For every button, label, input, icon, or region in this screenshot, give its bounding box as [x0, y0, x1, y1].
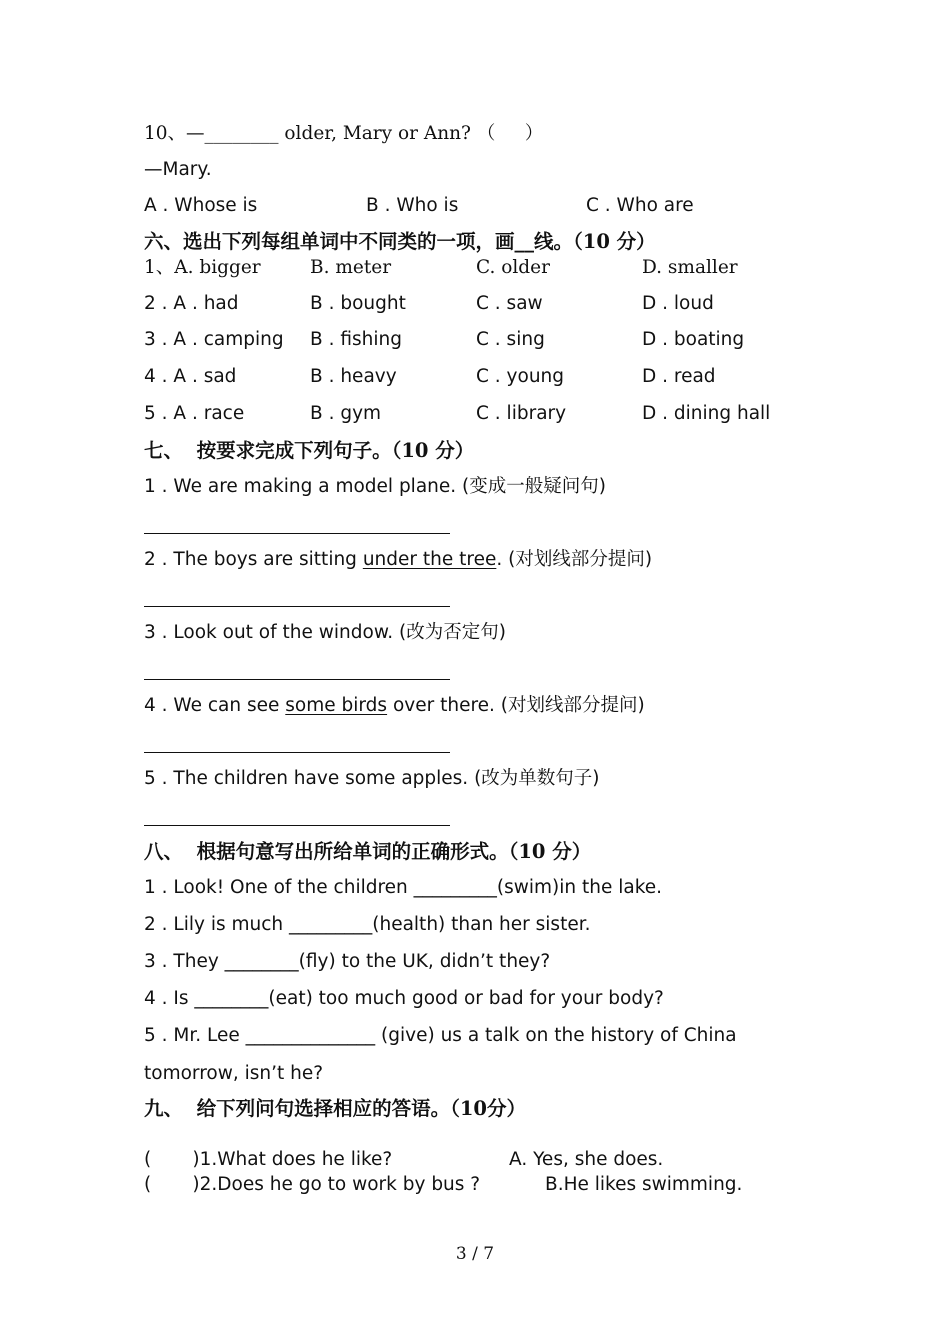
sec6-row4-c: C . young: [476, 366, 565, 387]
sec7-item-4-instruction: over there. (对划线部分提问): [387, 695, 645, 716]
sec8-item-4: 4 . Is ________(eat) too much good or bad for your body?: [144, 988, 664, 1009]
sec7-item-3: [144, 624, 506, 643]
q10-option-c: C . Who are: [586, 195, 694, 216]
section-9-title: 九、 给下列问句选择相应的答语。（10分）: [144, 1097, 526, 1120]
answer-line-3: [144, 679, 450, 680]
section-7-title: 七、 按要求完成下列句子。（10 分）: [144, 439, 475, 462]
sec7-item-5: [144, 770, 600, 789]
sec6-row1-b: B. meter: [310, 257, 392, 278]
q10-answer: —Mary.: [144, 159, 212, 180]
answer-line-2: [144, 606, 450, 607]
sec6-row2-a: 2 . A . had: [144, 293, 239, 314]
answer-line-1: [144, 533, 450, 534]
sec7-item-5-text: 5 . The children have some apples. (改为单数句子): [144, 768, 600, 789]
q10-option-b: B . Who is: [366, 195, 459, 216]
sec7-item-4-text: 4 . We can see: [144, 695, 286, 716]
sec8-item-3: 3 . They ________(fly) to the UK, didn’t they?: [144, 951, 551, 972]
sec6-row1-a: 1、A. bigger: [144, 257, 261, 278]
sec6-row3-c: C . sing: [476, 329, 545, 350]
sec6-row2-b: B . bought: [310, 293, 406, 314]
sec9-question-1: ( )1.What does he like?: [144, 1149, 393, 1170]
sec7-item-2-instruction: . (对划线部分提问): [496, 549, 653, 570]
q10-option-a: A . Whose is: [144, 195, 258, 216]
sec6-row3-d: D . boating: [642, 329, 745, 350]
sec7-item-4: [144, 697, 645, 716]
sec7-item-1: [144, 478, 606, 497]
sec6-row5-a: 5 . A . race: [144, 403, 245, 424]
sec9-answer-b: B.He likes swimming.: [545, 1174, 743, 1195]
sec8-item-1: 1 . Look! One of the children _________(swim)in the lake.: [144, 877, 663, 898]
sec7-item-2-underlined: under the tree: [362, 549, 497, 570]
sec6-row2-d: D . loud: [642, 293, 714, 314]
q10-stem: 10、—________ older, Mary or Ann? （ ）: [144, 123, 544, 144]
sec7-item-3-text: 3 . Look out of the window. (改为否定句): [144, 622, 506, 643]
sec8-item-2: 2 . Lily is much _________(health) than her sister.: [144, 914, 591, 935]
sec9-answer-a: A. Yes, she does.: [509, 1149, 664, 1170]
section-6-title: 六、选出下列每组单词中不同类的一项，画__线。（10 分）: [144, 230, 656, 253]
sec7-item-2: [144, 551, 652, 570]
answer-line-4: [144, 752, 450, 753]
sec6-row5-b: B . gym: [310, 403, 382, 424]
sec6-row4-a: 4 . A . sad: [144, 366, 237, 387]
sec6-row4-b: B . heavy: [310, 366, 397, 387]
sec6-row1-c: C. older: [476, 257, 550, 278]
sec7-item-2-text: 2 . The boys are sitting: [144, 549, 363, 570]
sec6-row1-d: D. smaller: [642, 257, 738, 278]
sec8-item-5-continued: tomorrow, isn’t he?: [144, 1063, 324, 1084]
sec8-item-5: 5 . Mr. Lee ______________ (give) us a talk on the history of China: [144, 1025, 737, 1046]
sec6-row3-b: B . fishing: [310, 329, 402, 350]
sec6-row5-c: C . library: [476, 403, 567, 424]
sec7-item-1-text: 1 . We are making a model plane. (变成一般疑问句): [144, 476, 606, 497]
sec9-question-2: ( )2.Does he go to work by bus ?: [144, 1174, 481, 1195]
sec6-row2-c: C . saw: [476, 293, 543, 314]
sec6-row4-d: D . read: [642, 366, 716, 387]
section-8-title: 八、 根据句意写出所给单词的正确形式。（10 分）: [144, 840, 592, 863]
answer-line-5: [144, 825, 450, 826]
sec6-row5-d: D . dining hall: [642, 403, 771, 424]
page-number: 3 / 7: [455, 1244, 495, 1264]
sec6-row3-a: 3 . A . camping: [144, 329, 284, 350]
sec7-item-4-underlined: some birds: [285, 695, 388, 716]
